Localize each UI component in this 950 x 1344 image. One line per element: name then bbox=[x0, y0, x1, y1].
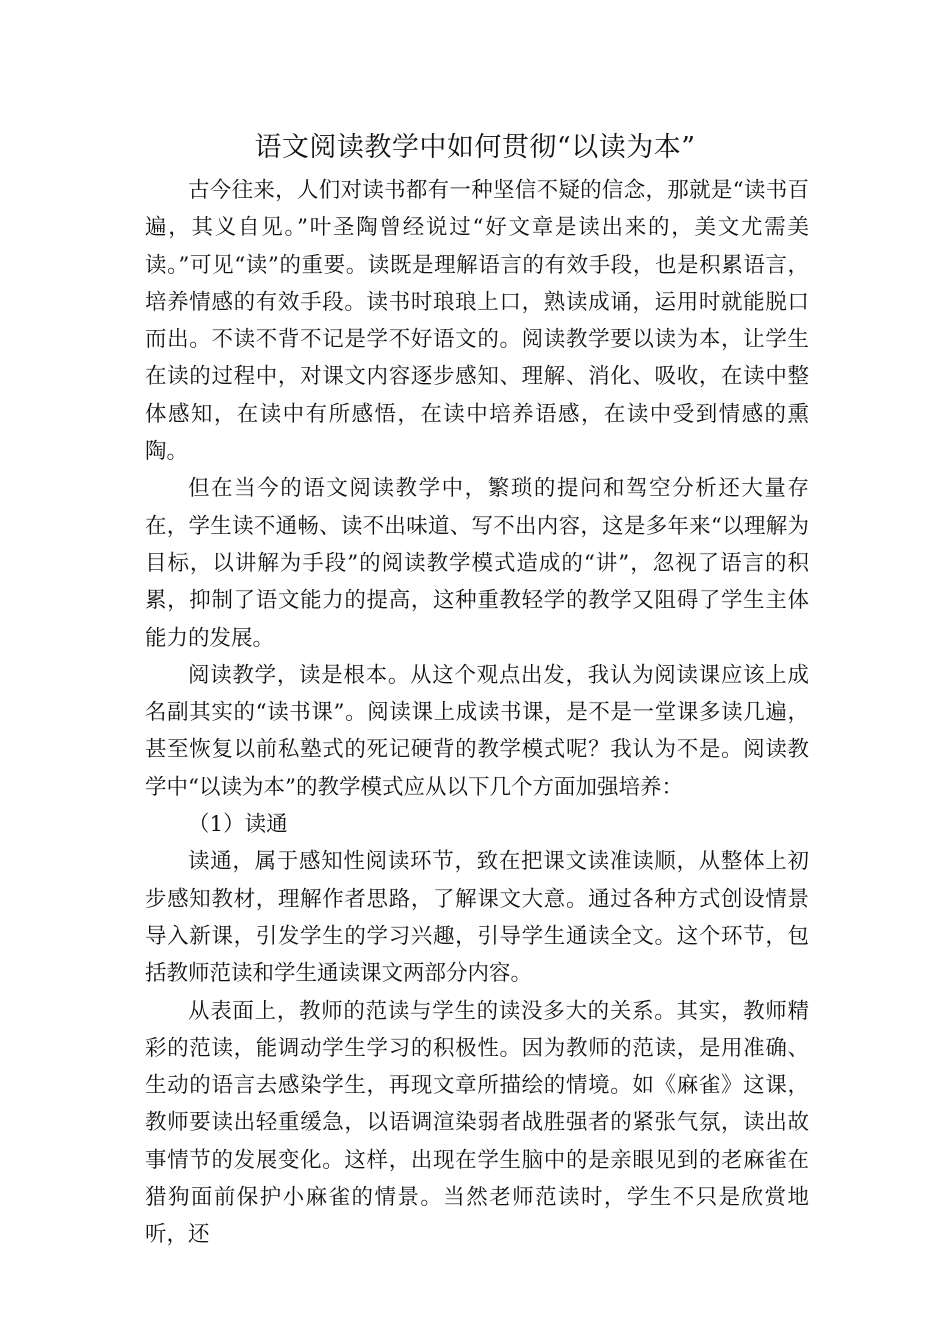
paragraph-problem: 但在当今的语文阅读教学中，繁琐的提问和驾空分析还大量存在，学生读不通畅、读不出味道、写不出内容，这是多年来“以理解为目标，以讲解为手段”的阅读教学模式造成的“讲”，忽视了语言的积累，抑制了语文能力的提高，这种重教轻学的教学又阻碍了学生主体能力的发展。 bbox=[145, 476, 809, 651]
paragraph-thesis: 阅读教学，读是根本。从这个观点出发，我认为阅读课应该上成名副其实的“读书课”。阅读课上成读书课，是不是一堂课多读几遍，甚至恢复以前私塾式的死记硬背的教学模式呢？我认为不是。阅读教学中“以读为本”的教学模式应从以下几个方面加强培养： bbox=[145, 662, 809, 800]
paragraph-read-through: 读通，属于感知性阅读环节，致在把课文读准读顺，从整体上初步感知教材，理解作者思路，了解课文大意。通过各种方式创设情景导入新课，引发学生的学习兴趣，引导学生通读全文。这个环节，包括教师范读和学生通读课文两部分内容。 bbox=[145, 849, 809, 987]
document-title: 语文阅读教学中如何贯彻“以读为本” bbox=[254, 132, 696, 163]
paragraph-model-reading: 从表面上，教师的范读与学生的读没多大的关系。其实，教师精彩的范读，能调动学生学习的积极性。因为教师的范读，是用准确、生动的语言去感染学生，再现文章所描绘的情境。如《麻雀》这课，教师要读出轻重缓急，以语调渲染弱者战胜强者的紧张气氛，读出故事情节的发展变化。这样，出现在学生脑中的是亲眼见到的老麻雀在猎狗面前保护小麻雀的情景。当然老师范读时，学生不只是欣赏地听，还 bbox=[145, 998, 809, 1248]
document-body bbox=[145, 172, 809, 1254]
section-heading-read-through: （1）读通 bbox=[188, 812, 288, 838]
paragraph-intro: 古今往来，人们对读书都有一种坚信不疑的信念，那就是“读书百遍，其义自见。”叶圣陶曾经说过“好文章是读出来的，美文尤需美读。”可见“读”的重要。读既是理解语言的有效手段，也是积累语言，培养情感的有效手段。读书时琅琅上口，熟读成诵，运用时就能脱口而出。不读不背不记是学不好语文的。阅读教学要以读为本，让学生在读的过程中，对课文内容逐步感知、理解、消化、吸收，在读中整体感知，在读中有所感悟，在读中培养语感，在读中受到情感的熏陶。 bbox=[145, 178, 809, 465]
